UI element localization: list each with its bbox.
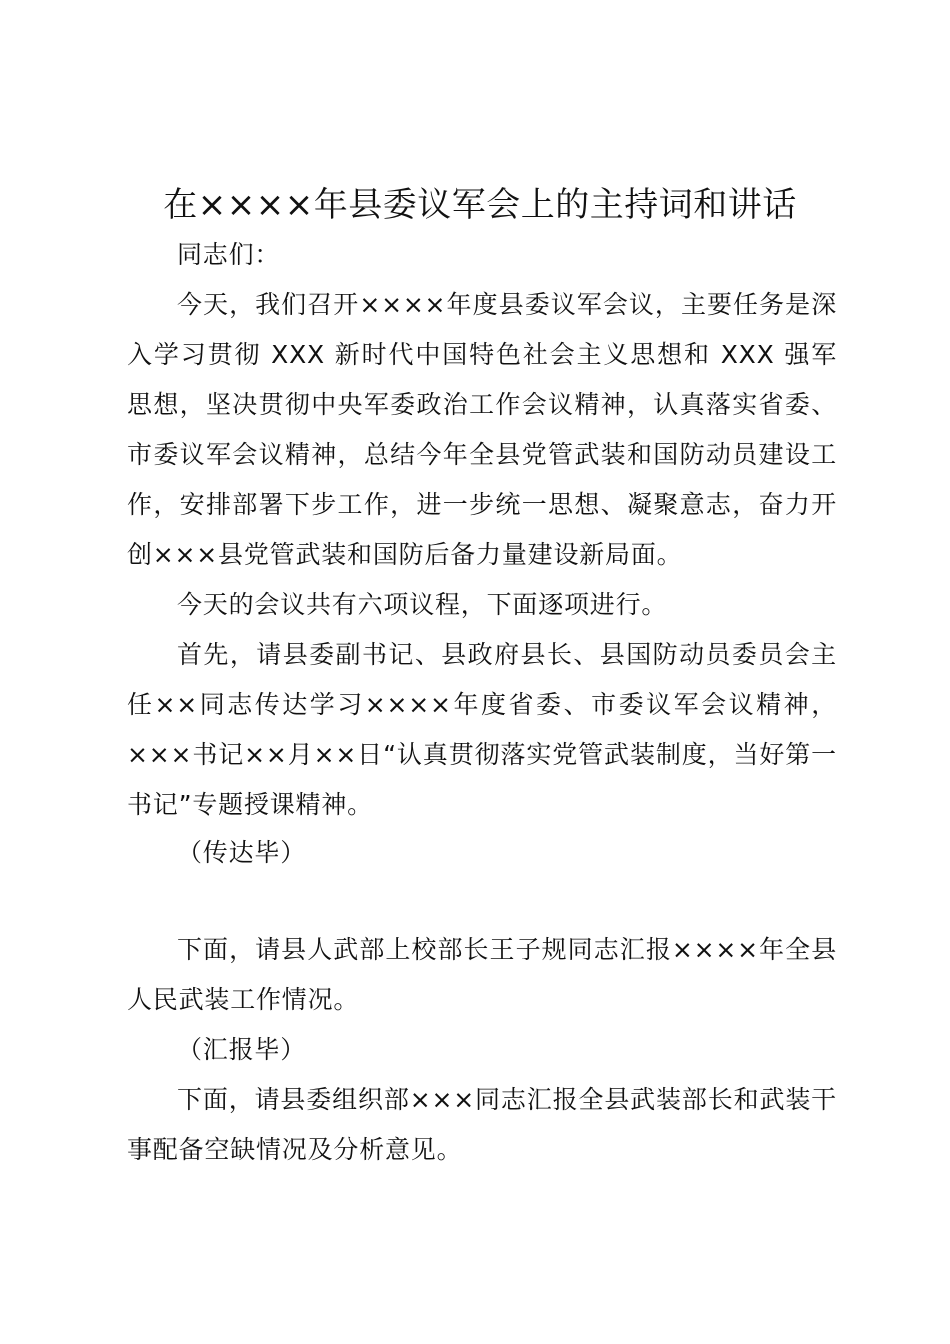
paragraph-first-item: 首先，请县委副书记、县政府县长、县国防动员委员会主任××同志传达学习××××年度省委、市委议军会议精神，×××书记××月××日“认真贯彻落实党管武装制度，当好第一书记”专题授课精神。 [127,640,837,819]
note-relay-finished: （传达毕） [177,838,307,867]
paragraph-second-item: 下面，请县人武部上校部长王子规同志汇报××××年全县人民武装工作情况。 [127,935,837,1014]
paragraph-third-item: 下面，请县委组织部×××同志汇报全县武装部长和武装干事配备空缺情况及分析意见。 [127,1085,837,1164]
paragraph-opening: 今天，我们召开××××年度县委议军会议，主要任务是深入学习贯彻 XXX 新时代中国特色社会主义思想和 XXX 强军思想，坚决贯彻中央军委政治工作会议精神，认真落实省委、市委议军会议精神，总结今年全县党管武装和国防动员建设工作，安排部署下步工作，进一步统一思想、凝聚意志，奋力开创×××县党管武装和国防后备力量建设新局面。 [127,290,837,569]
paragraph-agenda: 今天的会议共有六项议程，下面逐项进行。 [177,590,668,619]
document-title: 在××××年县委议军会上的主持词和讲话 [163,185,797,225]
note-report-finished: （汇报毕） [177,1035,307,1064]
salutation: 同志们： [177,240,281,269]
